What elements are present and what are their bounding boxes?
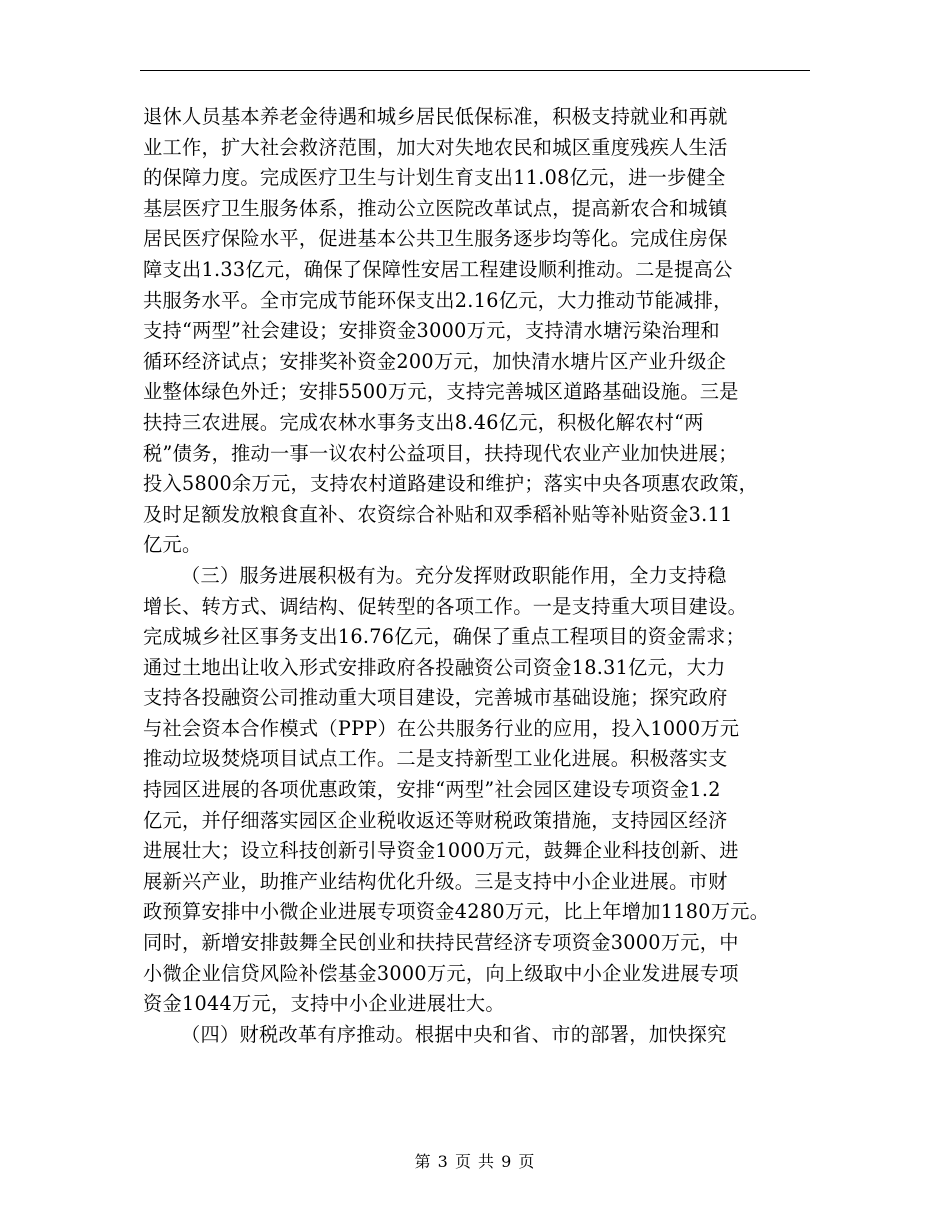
text-line: 障支出1.33亿元，确保了保障性安居工程建设顺利推动。二是提高公: [143, 257, 733, 281]
text-line: 扶持三农进展。完成农林水事务支出8.46亿元，积极化解农村“两: [143, 410, 704, 434]
text-line: 进展壮大；设立科技创新引导资金1000万元，鼓舞企业科技创新、进: [143, 839, 739, 863]
text-line: 亿元。: [143, 533, 202, 557]
text-line: 的保障力度。完成医疗卫生与计划生育支出11.08亿元，进一步健全: [143, 166, 726, 190]
text-line: 业整体绿色外迁；安排5500万元，支持完善城区道路基础设施。三是: [143, 380, 739, 404]
text-line: 完成城乡社区事务支出16.76亿元，确保了重点工程项目的资金需求；: [143, 625, 746, 649]
header-rule: [140, 70, 810, 71]
text-line: 及时足额发放粮食直补、农资综合补贴和双季稻补贴等补贴资金3.11: [143, 502, 733, 526]
text-line: 支持“两型”社会建设；安排资金3000万元，支持清水塘污染治理和: [143, 319, 720, 343]
text-line: 通过土地出让收入形式安排政府各投融资公司资金18.31亿元，大力: [143, 655, 726, 679]
text-line: 居民医疗保险水平，促进基本公共卫生服务逐步均等化。完成住房保: [143, 227, 728, 251]
text-line: 增长、转方式、调结构、促转型的各项工作。一是支持重大项目建设。: [143, 594, 748, 618]
text-line: 基层医疗卫生服务体系，推动公立医院改革试点，提高新农合和城镇: [143, 196, 728, 220]
text-line: 共服务水平。全市完成节能环保支出2.16亿元，大力推动节能减排，: [143, 288, 733, 312]
text-line: 税”债务，推动一事一议农村公益项目，扶持现代农业产业加快进展；: [143, 441, 738, 465]
text-line: 支持各投融资公司推动重大项目建设，完善城市基础设施；探究政府: [143, 686, 728, 710]
text-line: 政预算安排中小微企业进展专项资金4280万元，比上年增加1180万元。: [143, 900, 770, 924]
text-line: 退休人员基本养老金待遇和城乡居民低保标准，积极支持就业和再就: [143, 105, 728, 128]
text-line: （四）财税改革有序推动。根据中央和省、市的部署，加快探究: [181, 1022, 727, 1046]
text-line: 展新兴产业，助推产业结构优化升级。三是支持中小企业进展。市财: [143, 869, 728, 893]
page-footer: 第 3 页 共 9 页: [414, 1152, 536, 1171]
text-line: 小微企业信贷风险补偿基金3000万元，向上级取中小企业发进展专项: [143, 961, 739, 985]
text-line: 循环经济试点；安排奖补资金200万元，加快清水塘片区产业升级企: [143, 349, 727, 373]
text-line: 业工作，扩大社会救济范围，加大对失地农民和城区重度残疾人生活: [143, 135, 728, 159]
text-line: （三）服务进展积极有为。充分发挥财政职能作用，全力支持稳: [181, 563, 727, 587]
text-line: 资金1044万元，支持中小企业进展壮大。: [143, 992, 505, 1016]
body-text: [143, 102, 813, 1050]
text-line: 推动垃圾焚烧项目试点工作。二是支持新型工业化进展。积极落实支: [143, 747, 728, 771]
text-line: 投入5800余万元，支持农村道路建设和维护；落实中央各项惠农政策，: [143, 472, 759, 496]
text-line: 与社会资本合作模式（PPP）在公共服务行业的应用，投入1000万元: [143, 716, 740, 740]
text-line: 亿元，并仔细落实园区企业税收返还等财税政策措施，支持园区经济: [143, 808, 728, 832]
text-line: 同时，新增安排鼓舞全民创业和扶持民营经济专项资金3000万元，中: [143, 931, 739, 955]
text-line: 持园区进展的各项优惠政策，安排“两型”社会园区建设专项资金1.2: [143, 778, 721, 802]
